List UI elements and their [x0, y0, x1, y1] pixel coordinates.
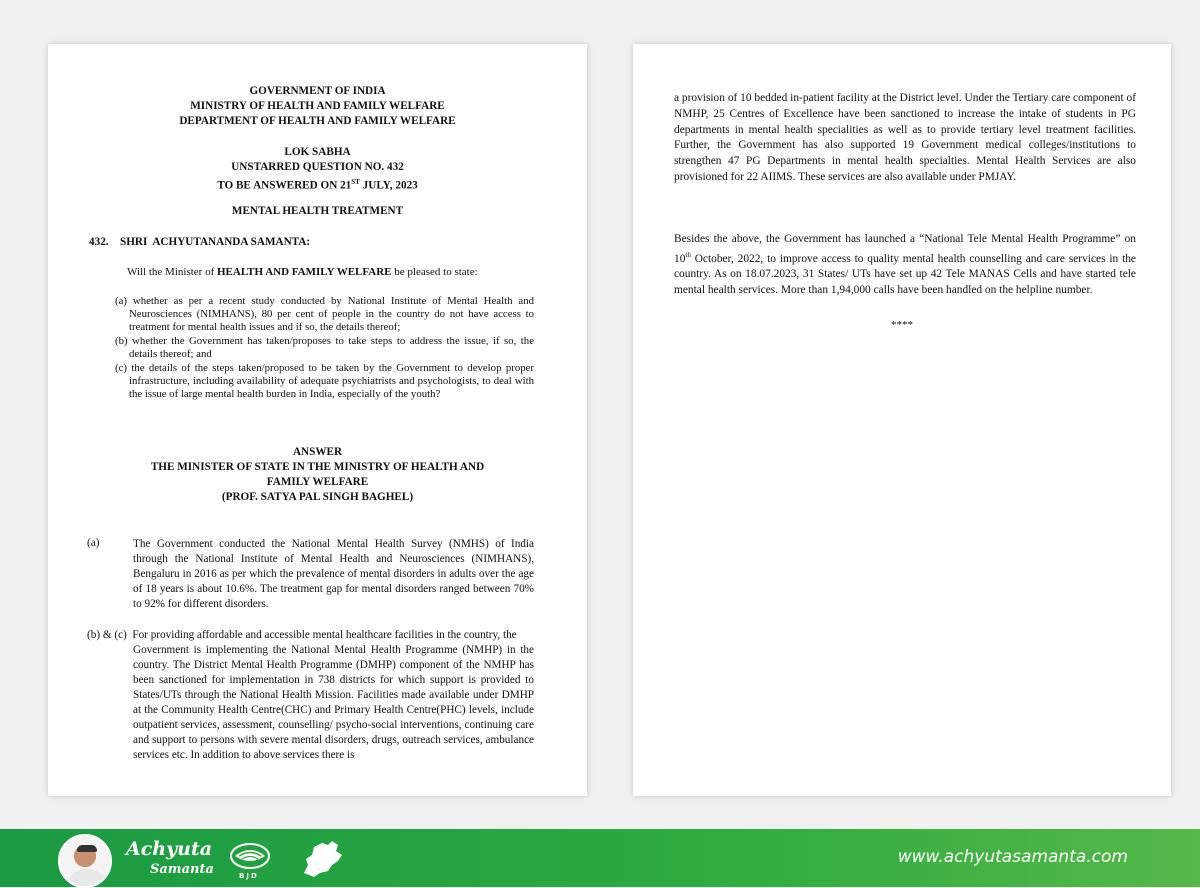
tele-manas-paragraph: Besides the above, the Government has launched a “National Tele Mental Health Programme” on 10th October, 2022, to improve access to quality mental health counselling and care services in the country. As on 18.07.2023, 31 States/ UTs have set up 42 Tele MANAS Cells and have started tele mental health services. More than 1,94,000 calls have been handled on the helpline number.: [674, 233, 1136, 297]
answer-bc-text: Government is implementing the National Mental Health Programme (NMHP) in the country. The District Mental Health Programme (DMHP) component of the NMHP has been sanctioned for implementation in 738 districts for which support is provided to States/UTs through the National Health Mission. Facilities made available under DMHP at the Community Health Centre(CHC) and Primary Health Centre(PHC) levels, include outpatient services, assessment, counselling/ psycho-social interventions, continuing care and support to persons with severe mental disorders, drugs, outreach services, ambulance services etc. In addition to above services there is: [133, 644, 534, 761]
answer-date: TO BE ANSWERED ON 21ST JULY, 2023: [217, 178, 418, 192]
subject-title: MENTAL HEALTH TREATMENT: [231, 205, 404, 217]
answer-a-label: (a): [87, 537, 100, 549]
question-item-c: (c) the details of the steps taken/proposed to be taken by the Government to develop proper infrastructure, including availability of adequate psychiatrists and psychologists, to deal with the issue of large mental health burden in India, especially of the youth?: [115, 362, 534, 401]
end-mark: ****: [891, 319, 913, 331]
answer-continuation: a provision of 10 bedded in-patient facility at the District level. Under the Tertiary care component of NMHP, 25 Centres of Excellence have been sanctioned to increase the intake of students in PG departments in mental health specialities as well as to provide tertiary level treatment facilities. Further, the Government has also supported 19 Government medical colleges/institutions to strengthen 47 PG Departments in mental health specialties. Mental Health Services are also provisioned for 22 AIIMS. These services are also available under PMJAY.: [674, 92, 1136, 183]
avatar: [58, 834, 112, 888]
header-line: DEPARTMENT OF HEALTH AND FAMILY WELFARE: [179, 115, 456, 127]
house-name: LOK SABHA: [284, 146, 351, 158]
member-name: SHRI ACHYUTANANDA SAMANTA:: [120, 236, 311, 248]
question-intro: Will the Minister of HEALTH AND FAMILY WELFARE be pleased to state:: [127, 266, 478, 278]
question-header: [48, 145, 587, 194]
website-link[interactable]: www.achyutasamanta.com: [897, 847, 1128, 867]
answer-header: [48, 445, 587, 505]
minister-name: (PROF. SATYA PAL SINGH BAGHEL): [221, 491, 414, 503]
odisha-map-icon: [298, 837, 346, 881]
document-page-1: [48, 44, 587, 796]
answer-title: ANSWER: [292, 446, 343, 458]
header-line: GOVERNMENT OF INDIA: [249, 85, 386, 97]
party-name: BJD: [239, 872, 259, 880]
brand-subname: Samanta: [150, 862, 214, 877]
header-line: MINISTRY OF HEALTH AND FAMILY WELFARE: [190, 100, 445, 112]
answer-bc-first-line: (b) & (c) For providing affordable and accessible mental healthcare facilities in the country, the: [87, 629, 517, 641]
answer-a-text: The Government conducted the National Mental Health Survey (NMHS) of India through the National Institute of Mental Health and Neurosciences (NIMHANS), Bengaluru in 2016 as per which the prevalence of mental disorders in adults over the age of 18 years is about 10.6%. The treatment gap for mental disorders ranged between 70% to 92% for different disorders.: [133, 538, 534, 610]
question-no: 432.: [89, 236, 109, 248]
minister-title: FAMILY WELFARE: [266, 476, 369, 488]
brand-name: Achyuta: [126, 838, 213, 860]
question-item-b: (b) whether the Government has taken/proposes to take steps to address the issue, if so, the details thereof; and: [115, 335, 534, 361]
footer-banner: [0, 829, 1200, 887]
question-number: UNSTARRED QUESTION NO. 432: [231, 161, 404, 173]
question-item-a: (a) whether as per a recent study conducted by National Institute of Mental Health and Neurosciences (NIMHANS), 80 per cent of people in the country do not have access to treatment for mental health issues and if so, the details thereof;: [115, 295, 534, 334]
ministry-header: [48, 84, 587, 129]
document-page-2: [633, 44, 1171, 796]
minister-title: THE MINISTER OF STATE IN THE MINISTRY OF HEALTH AND: [150, 461, 485, 473]
